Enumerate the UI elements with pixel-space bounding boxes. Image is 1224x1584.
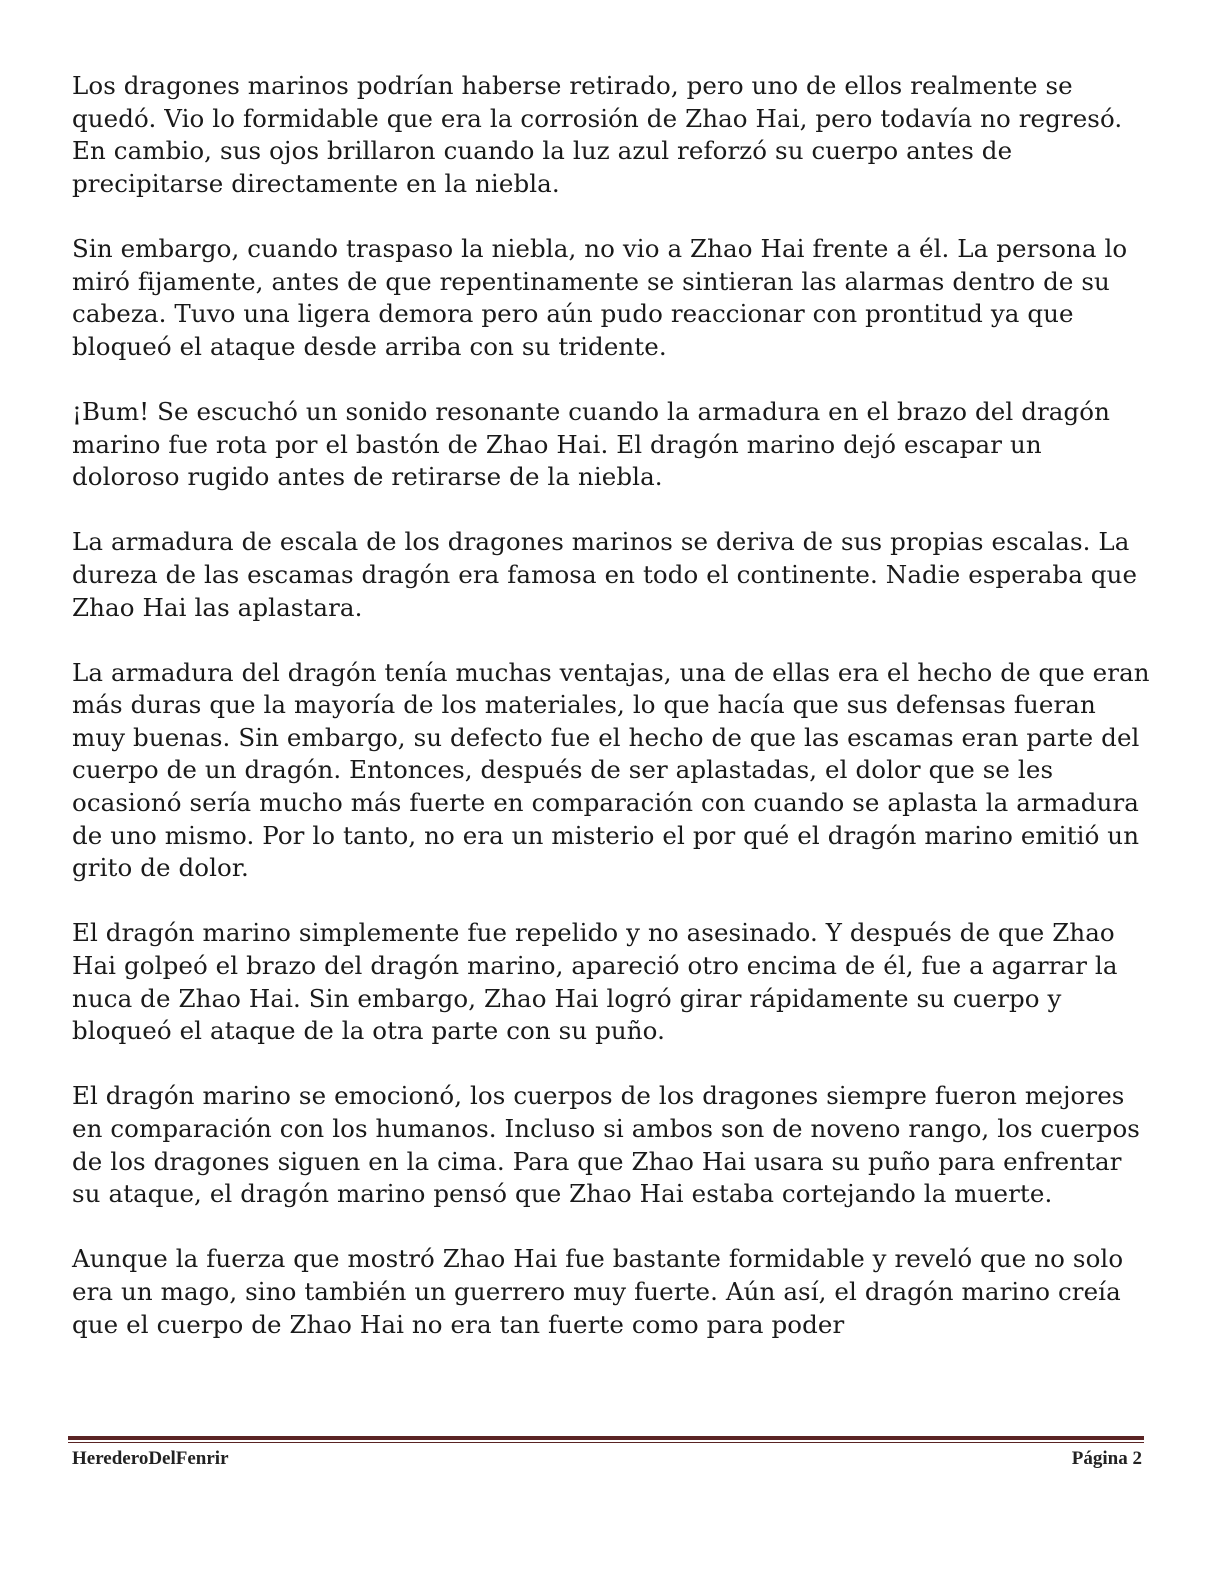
document-body <box>72 70 1152 1374</box>
paragraph-8: Aunque la fuerza que mostró Zhao Hai fue bastante formidable y reveló que no solo era un mago, sino también un guerrero muy fuerte. Aún así, el dragón marino creía que el cuerpo de Zhao Hai no era tan fuerte como para poder <box>72 1244 1124 1339</box>
paragraph-1: Los dragones marinos podrían haberse retirado, pero uno de ellos realmente se quedó. Vio lo formidable que era la corrosión de Zhao Hai, pero todavía no regresó. En cambio, sus ojos brillaron cuando la luz azul reforzó su cuerpo antes de precipitarse directamente en la niebla. <box>72 71 1123 198</box>
paragraph-6: El dragón marino simplemente fue repelido y no asesinado. Y después de que Zhao Hai golpeó el brazo del dragón marino, apareció otro encima de él, fue a agarrar la nuca de Zhao Hai. Sin embargo, Zhao Hai logró girar rápidamente su cuerpo y bloqueó el ataque de la otra parte con su puño. <box>72 918 1118 1046</box>
footer-divider-thick <box>68 1436 1144 1440</box>
paragraph-4: La armadura de escala de los dragones marinos se deriva de sus propias escalas. La dureza de las escamas dragón era famosa en todo el continente. Nadie esperaba que Zhao Hai las aplastara. <box>72 527 1138 622</box>
paragraph-5: La armadura del dragón tenía muchas ventajas, una de ellas era el hecho de que eran más duras que la mayoría de los materiales, lo que hacía que sus defensas fueran muy buenas. Sin embargo, su defecto fue el hecho de que las escamas eran parte del cuerpo de un dragón. Entonces, después de ser aplastadas, el dolor que se les ocasionó sería mucho más fuerte en comparación con cuando se aplasta la armadura de uno mismo. Por lo tanto, no era un misterio el por qué el dragón marino emitió un grito de dolor. <box>72 657 1150 883</box>
footer-author: HerederoDelFenrir <box>72 1448 229 1469</box>
footer-divider <box>68 1436 1144 1443</box>
paragraph-2: Sin embargo, cuando traspaso la niebla, no vio a Zhao Hai frente a él. La persona lo miró fijamente, antes de que repentinamente se sintieran las alarmas dentro de su cabeza. Tuvo una ligera demora pero aún pudo reaccionar con prontitud ya que bloqueó el ataque desde arriba con su tridente. <box>72 233 1128 361</box>
footer-divider-thin <box>68 1442 1144 1443</box>
paragraph-3: ¡Bum! Se escuchó un sonido resonante cuando la armadura en el brazo del dragón marino fue rota por el bastón de Zhao Hai. El dragón marino dejó escapar un doloroso rugido antes de retirarse de la niebla. <box>72 396 1111 492</box>
footer-page-number: Página 2 <box>1071 1448 1142 1469</box>
paragraph-7: El dragón marino se emocionó, los cuerpos de los dragones siempre fueron mejores en comparación con los humanos. Incluso si ambos son de noveno rango, los cuerpos de los dragones siguen en la cima. Para que Zhao Hai usara su puño para enfrentar su ataque, el dragón marino pensó que Zhao Hai estaba cortejando la muerte. <box>72 1081 1140 1209</box>
